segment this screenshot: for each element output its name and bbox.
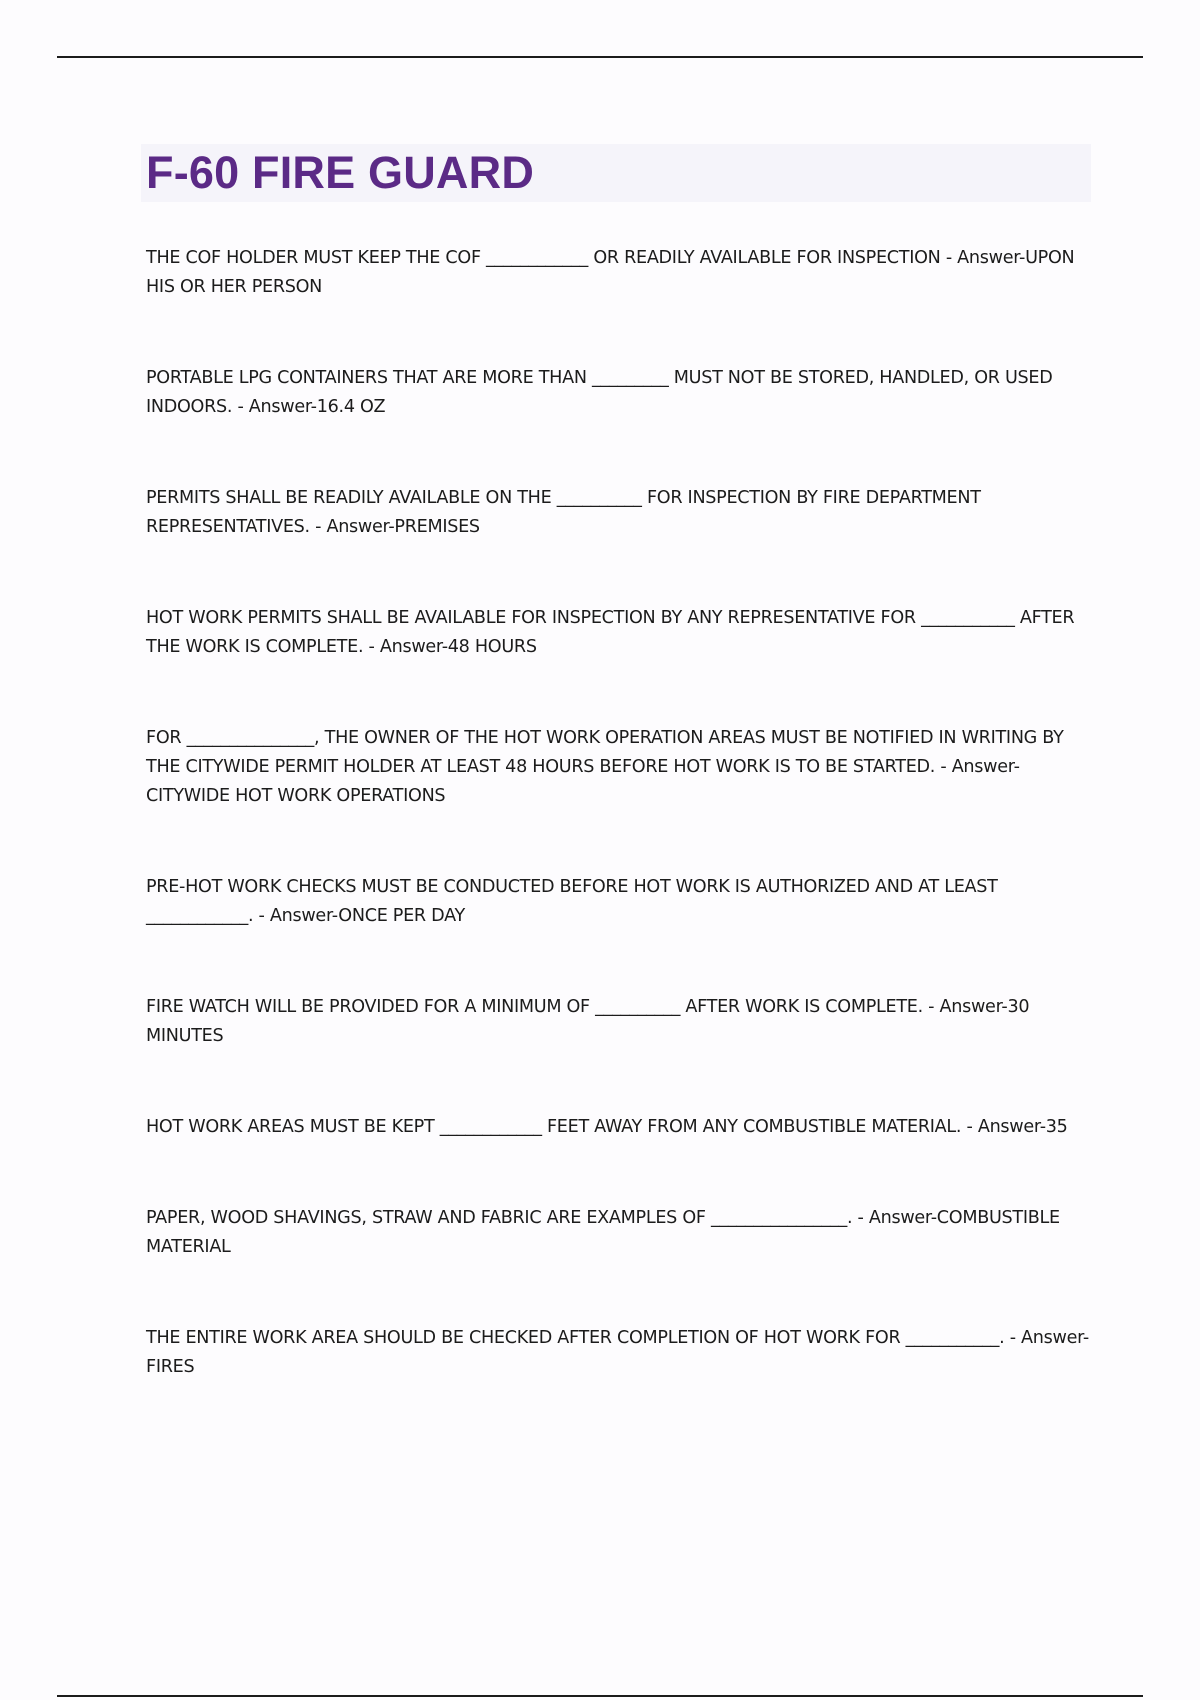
top-rule	[57, 56, 1143, 58]
question-answer-list	[146, 244, 1096, 1444]
qa-item-4: HOT WORK PERMITS SHALL BE AVAILABLE FOR INSPECTION BY ANY REPRESENTATIVE FOR ___________ AFTER THE WORK IS COMPLETE. - Answer-48 HOURS	[146, 608, 1075, 657]
bottom-rule	[57, 1695, 1143, 1697]
qa-item-8: HOT WORK AREAS MUST BE KEPT ____________ FEET AWAY FROM ANY COMBUSTIBLE MATERIAL. - Answer-35	[146, 1117, 1068, 1137]
qa-item-1: THE COF HOLDER MUST KEEP THE COF ____________ OR READILY AVAILABLE FOR INSPECTION - Answer-UPON HIS OR HER PERSON	[146, 248, 1075, 297]
qa-item-5: FOR _______________, THE OWNER OF THE HOT WORK OPERATION AREAS MUST BE NOTIFIED IN WRITING BY THE CITYWIDE PERMIT HOLDER AT LEAST 48 HOURS BEFORE HOT WORK IS TO BE STARTED. - Answer-CITYWIDE HOT WORK OPERATIONS	[146, 728, 1064, 806]
qa-item-10: THE ENTIRE WORK AREA SHOULD BE CHECKED AFTER COMPLETION OF HOT WORK FOR ___________. - Answer-FIRES	[146, 1328, 1089, 1377]
qa-item-2: PORTABLE LPG CONTAINERS THAT ARE MORE THAN _________ MUST NOT BE STORED, HANDLED, OR USED INDOORS. - Answer-16.4 OZ	[146, 368, 1053, 417]
qa-item-3: PERMITS SHALL BE READILY AVAILABLE ON THE __________ FOR INSPECTION BY FIRE DEPARTMENT REPRESENTATIVES. - Answer-PREMISES	[146, 488, 981, 537]
document-title: F-60 FIRE GUARD	[146, 147, 535, 198]
qa-item-7: FIRE WATCH WILL BE PROVIDED FOR A MINIMUM OF __________ AFTER WORK IS COMPLETE. - Answer-30 MINUTES	[146, 997, 1030, 1046]
qa-item-6: PRE-HOT WORK CHECKS MUST BE CONDUCTED BEFORE HOT WORK IS AUTHORIZED AND AT LEAST ____________. - Answer-ONCE PER DAY	[146, 877, 998, 926]
qa-item-9: PAPER, WOOD SHAVINGS, STRAW AND FABRIC ARE EXAMPLES OF ________________. - Answer-COMBUSTIBLE MATERIAL	[146, 1208, 1060, 1257]
